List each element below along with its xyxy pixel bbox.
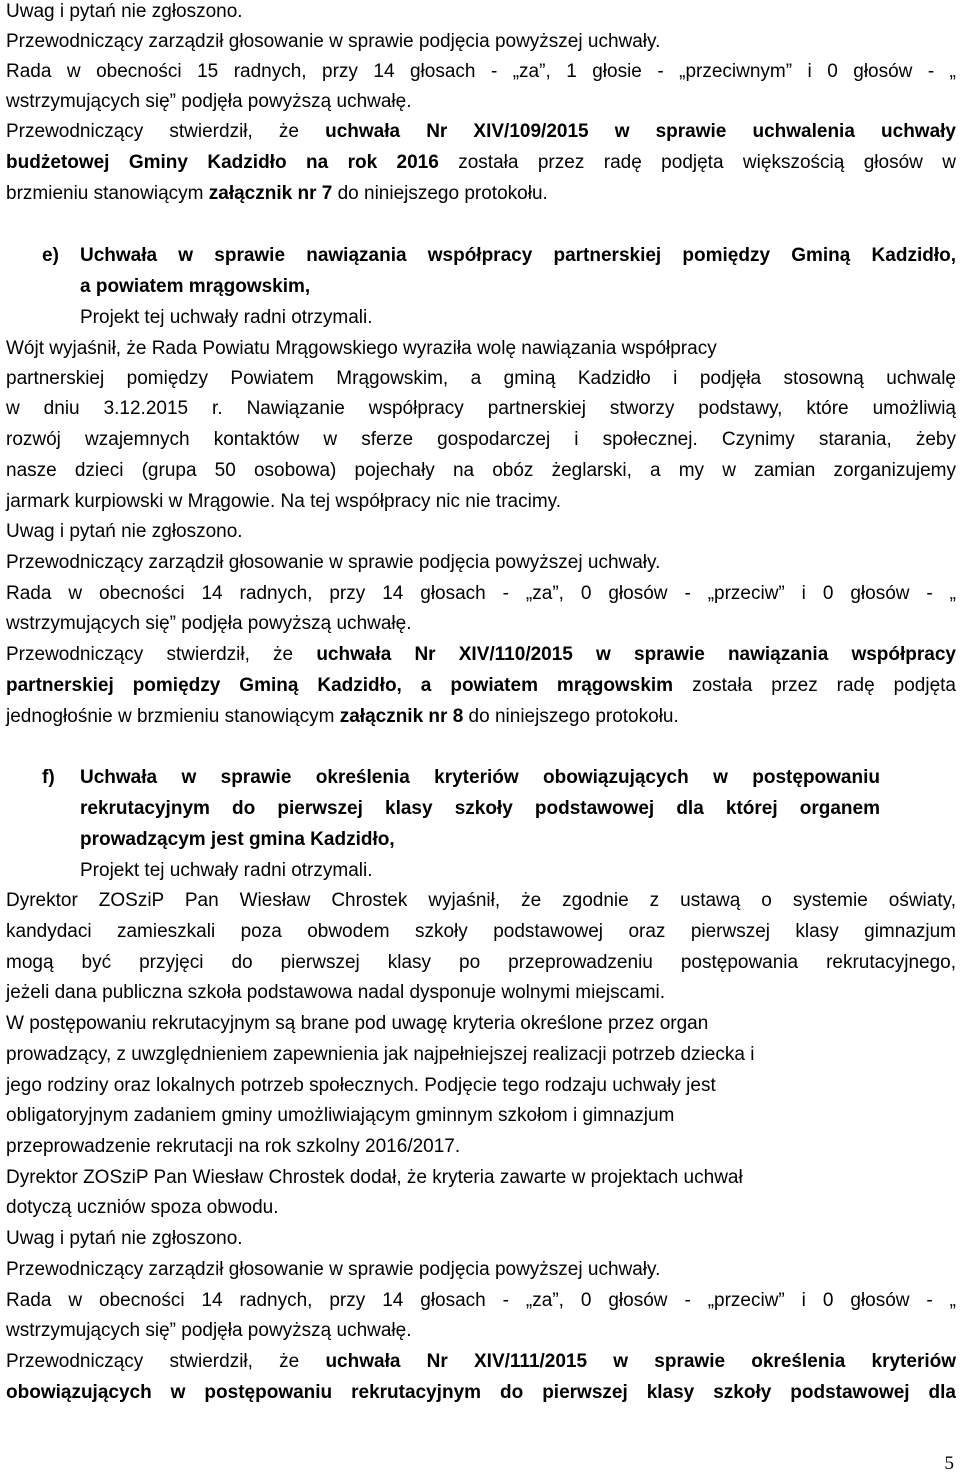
text-line: Przewodniczący zarządził głosowanie w sprawie podjęcia powyższej uchwały. <box>6 31 661 52</box>
section-e-heading: a powiatem mrągowskim, <box>80 276 311 297</box>
section-f-label: f) <box>42 767 55 788</box>
text-line: wstrzymujących się” podjęła powyższą uchwałę. <box>6 613 412 634</box>
text-line: Przewodniczący stwierdził, że uchwała Nr XIV/109/2015 w sprawie uchwalenia uchwały <box>6 121 956 142</box>
text-line: rozwój wzajemnych kontaktów w sferze gospodarczej i społecznej. Czynimy starania, żeby <box>6 429 956 450</box>
text-line: Przewodniczący zarządził głosowanie w sprawie podjęcia powyższej uchwały. <box>6 1259 661 1280</box>
text-line: Uwag i pytań nie zgłoszono. <box>6 1 243 22</box>
text-line: wstrzymujących się” podjęła powyższą uchwałę. <box>6 91 412 112</box>
text-line: Dyrektor ZOSziP Pan Wiesław Chrostek dodał, że kryteria zawarte w projektach uchwał <box>6 1167 743 1188</box>
section-e-heading: Uchwała w sprawie nawiązania współpracy partnerskiej pomiędzy Gminą Kadzidło, <box>80 245 956 266</box>
text-line: Projekt tej uchwały radni otrzymali. <box>80 860 373 881</box>
text-line: dotyczą uczniów spoza obwodu. <box>6 1197 279 1218</box>
text-line: jednogłośnie w brzmieniu stanowiącym załącznik nr 8 do niniejszego protokołu. <box>6 706 679 727</box>
text-line: przeprowadzenie rekrutacji na rok szkolny 2016/2017. <box>6 1136 461 1157</box>
text-line: nasze dzieci (grupa 50 osobowa) pojechały na obóz żeglarski, a my w zamian zorganizujemy <box>6 460 956 481</box>
text-line: Wójt wyjaśnił, że Rada Powiatu Mrągowskiego wyraziła wolę nawiązania współpracy <box>6 338 717 359</box>
text-line: Projekt tej uchwały radni otrzymali. <box>80 307 373 328</box>
text-line: Dyrektor ZOSziP Pan Wiesław Chrostek wyjaśnił, że zgodnie z ustawą o systemie oświaty, <box>6 890 956 911</box>
text-line: w dniu 3.12.2015 r. Nawiązanie współpracy partnerskiej stworzy podstawy, które umożliwią <box>6 398 956 419</box>
text-line: Uwag i pytań nie zgłoszono. <box>6 521 243 542</box>
text-line: W postępowaniu rekrutacyjnym są brane pod uwagę kryteria określone przez organ <box>6 1013 709 1034</box>
text-line: brzmieniu stanowiącym załącznik nr 7 do niniejszego protokołu. <box>6 183 548 204</box>
text-line: Przewodniczący stwierdził, że uchwała Nr XIV/110/2015 w sprawie nawiązania współpracy <box>6 644 956 665</box>
text-line: Przewodniczący stwierdził, że uchwała Nr XIV/111/2015 w sprawie określenia kryteriów <box>6 1351 956 1372</box>
text-line: prowadzący, z uwzględnieniem zapewnienia jak najpełniejszej realizacji potrzeb dziecka i <box>6 1044 755 1065</box>
text-line: budżetowej Gminy Kadzidło na rok 2016 została przez radę podjęta większością głosów w <box>6 152 956 173</box>
text-line: Przewodniczący zarządził głosowanie w sprawie podjęcia powyższej uchwały. <box>6 552 661 573</box>
text-line: obowiązujących w postępowaniu rekrutacyjnym do pierwszej klasy szkoły podstawowej dla <box>6 1382 956 1403</box>
text-line: mogą być przyjęci do pierwszej klasy po przeprowadzeniu postępowania rekrutacyjnego, <box>6 952 956 973</box>
text-line: jarmark kurpiowski w Mrągowie. Na tej współpracy nic nie tracimy. <box>6 491 562 512</box>
text-line: obligatoryjnym zadaniem gminy umożliwiającym gminnym szkołom i gimnazjum <box>6 1105 675 1126</box>
text-line: Rada w obecności 14 radnych, przy 14 głosach - „za”, 0 głosów - „przeciw” i 0 głosów - „ <box>6 1290 956 1311</box>
text-line: partnerskiej pomiędzy Gminą Kadzidło, a powiatem mrągowskim została przez radę podjęta <box>6 675 956 696</box>
section-f-heading: rekrutacyjnym do pierwszej klasy szkoły podstawowej dla której organem <box>80 798 880 819</box>
text-line: Rada w obecności 15 radnych, przy 14 głosach - „za”, 1 głosie - „przeciwnym” i 0 głosów - „ <box>6 61 956 82</box>
section-e-label: e) <box>42 245 59 266</box>
section-f-heading: prowadzącym jest gmina Kadzidło, <box>80 829 395 850</box>
page-number: 5 <box>944 1453 954 1474</box>
text-line: Rada w obecności 14 radnych, przy 14 głosach - „za”, 0 głosów - „przeciw” i 0 głosów - „ <box>6 583 956 604</box>
text-line: jego rodziny oraz lokalnych potrzeb społecznych. Podjęcie tego rodzaju uchwały jest <box>6 1075 716 1096</box>
text-line: jeżeli dana publiczna szkoła podstawowa nadal dysponuje wolnymi miejscami. <box>6 982 666 1003</box>
text-line: Uwag i pytań nie zgłoszono. <box>6 1228 243 1249</box>
section-f-heading: Uchwała w sprawie określenia kryteriów obowiązujących w postępowaniu <box>80 767 880 788</box>
text-line: wstrzymujących się” podjęła powyższą uchwałę. <box>6 1320 412 1341</box>
text-line: partnerskiej pomiędzy Powiatem Mrągowskim, a gminą Kadzidło i podjęła stosowną uchwalę <box>6 368 956 389</box>
text-line: kandydaci zamieszkali poza obwodem szkoły podstawowej oraz pierwszej klasy gimnazjum <box>6 921 956 942</box>
